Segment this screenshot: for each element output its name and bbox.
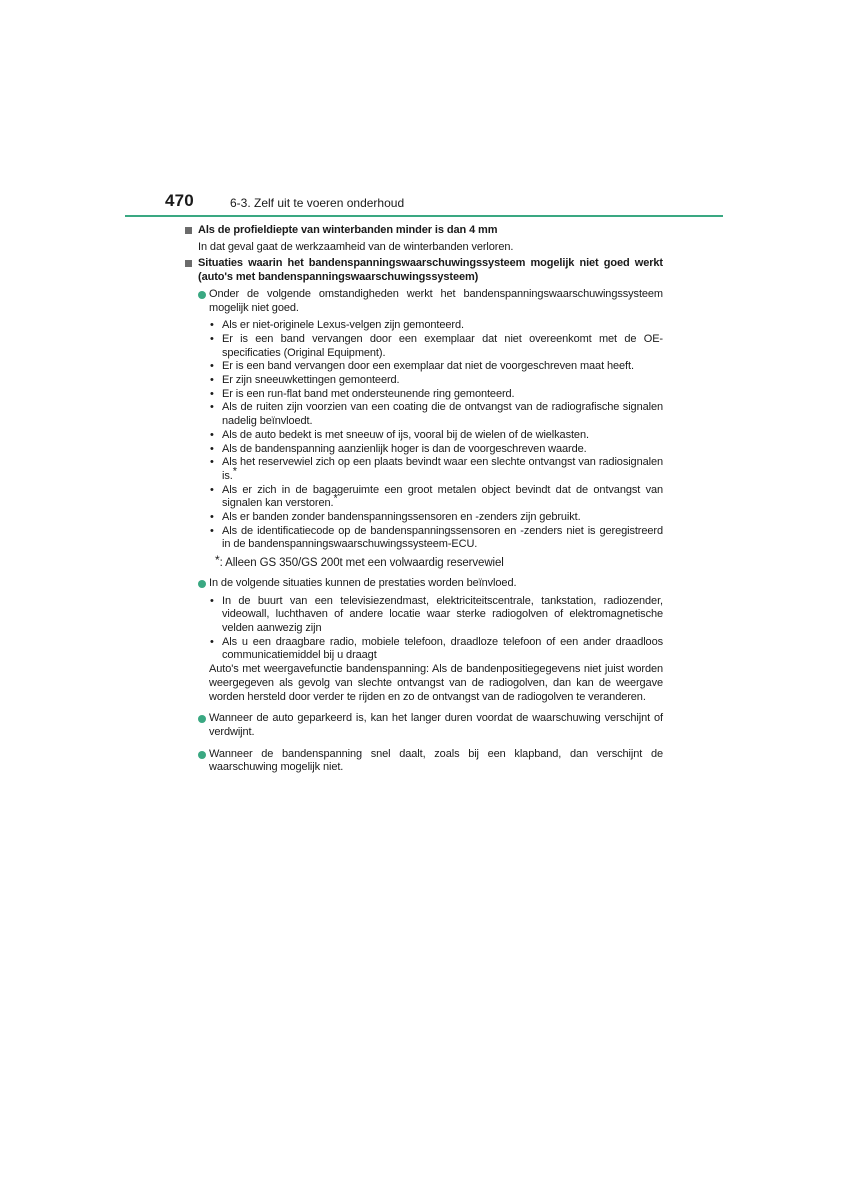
dot-bullet-icon: •	[210, 635, 214, 648]
item-text: In de volgende situaties kunnen de prestaties worden beïnvloed.	[209, 576, 517, 589]
item-text: Onder de volgende omstandigheden werkt het bandenspanningswaarschuwingssysteem mogelijk niet goed.	[209, 287, 663, 314]
dot-bullet-icon: •	[210, 401, 214, 414]
dot-bullet-icon: •	[210, 483, 214, 496]
section-title: 6-3. Zelf uit te voeren onderhoud	[230, 196, 405, 210]
bullet-list	[185, 319, 663, 552]
circle-item	[185, 712, 663, 739]
circle-item	[185, 748, 663, 775]
dot-bullet-icon: •	[210, 442, 214, 455]
list-item: • Als de identificatiecode op de bandenspanningssensoren en -zenders niet is geregistreerd in de bandenspanningswaarschuwingssysteem-ECU.	[210, 524, 663, 551]
dot-bullet-icon: •	[210, 511, 214, 524]
footnote-marker: *	[232, 465, 237, 478]
footnote-marker: *	[333, 492, 338, 505]
header-rule	[125, 215, 723, 217]
footnote-star: *	[215, 553, 220, 568]
footnote	[185, 553, 663, 571]
dot-bullet-icon: •	[210, 524, 214, 537]
circle-bullet-icon	[198, 715, 206, 723]
list-item: • Er is een band vervangen door een exemplaar dat niet de voorgeschreven maat heeft.	[210, 360, 634, 373]
circle-bullet-icon	[198, 291, 206, 299]
list-item: • Als de bandenspanning aanzienlijk hoger is dan de voorgeschreven waarde.	[210, 442, 587, 455]
circle-bullet-icon	[198, 751, 206, 759]
content	[185, 224, 663, 775]
list-item: • Er is een run-flat band met ondersteunende ring gemonteerd.	[210, 387, 515, 400]
display-note-paragraph: Auto's met weergavefunctie bandenspanning: Als de bandenpositiegegevens niet juist worden weergegeven als gevolg van slechte ontvangst van de radiogolven, dan kan de weergave worden hersteld door verder te rijden en zo de ontvangst van de radiogolven te veranderen.	[209, 663, 663, 703]
list-item: • Als de ruiten zijn voorzien van een coating die de ontvangst van de radiografische signalen nadelig beïnvloedt.	[210, 401, 663, 428]
footnote-text: : Alleen GS 350/GS 200t met een volwaardig reservewiel	[219, 557, 504, 570]
item-text: Wanneer de auto geparkeerd is, kan het langer duren voordat de waarschuwing verschijnt of verdwijnt.	[209, 712, 663, 738]
list-item: • Als er banden zonder bandenspanningssensoren en -zenders zijn gebruikt.	[210, 511, 581, 524]
list-item: • In de buurt van een televisiezendmast, elektriciteitscentrale, tankstation, radiozender, videowall, luchthaven of andere locatie waar sterke radiogolven of elektromagnetische velden aanwezig zijn	[210, 594, 663, 634]
list-item: • Als er niet-originele Lexus-velgen zijn gemonteerd.	[210, 319, 464, 332]
heading-winter-tires	[185, 224, 663, 238]
square-bullet-icon	[185, 260, 192, 267]
list-item: • Als het reservewiel zich op een plaats bevindt waar een slechte ontvangst van radiosignalen is.*	[210, 456, 663, 482]
dot-bullet-icon: •	[210, 374, 214, 387]
circle-bullet-icon	[198, 580, 206, 588]
dot-bullet-icon: •	[210, 319, 214, 332]
item-text: Wanneer de bandenspanning snel daalt, zoals bij een klapband, dan verschijnt de waarschuwing mogelijk niet.	[209, 747, 663, 774]
dot-bullet-icon: •	[210, 456, 214, 469]
dot-bullet-icon: •	[210, 428, 214, 441]
dot-bullet-icon: •	[210, 387, 214, 400]
winter-tires-text: In dat geval gaat de werkzaamheid van de winterbanden verloren.	[198, 240, 514, 253]
list-item: • Er is een band vervangen door een exemplaar dat niet overeenkomt met de OE-specificaties (Original Equipment).	[210, 332, 663, 359]
bullet-list	[185, 595, 663, 664]
dot-bullet-icon: •	[210, 594, 214, 607]
heading-tpws	[185, 257, 663, 284]
list-item: • Er zijn sneeuwkettingen gemonteerd.	[210, 374, 400, 387]
circle-item	[185, 288, 663, 315]
list-item: • Als u een draagbare radio, mobiele telefoon, draadloze telefoon of een ander draadloos communicatiemiddel bij u draagt	[210, 635, 663, 662]
heading-text: Situaties waarin het bandenspanningswaarschuwingssysteem mogelijk niet goed werkt (auto's met bandenspanningswaarschuwingssysteem)	[198, 257, 663, 284]
dot-bullet-icon: •	[210, 332, 214, 345]
list-item: • Als er zich in de bagageruimte een groot metalen object bevindt dat de ontvangst van signalen kan verstoren.*	[210, 483, 663, 510]
circle-item	[185, 577, 663, 591]
square-bullet-icon	[185, 227, 192, 234]
list-item: • Als de auto bedekt is met sneeuw of ijs, vooral bij de wielen of de wielkasten.	[210, 428, 589, 441]
heading-text: Als de profieldiepte van winterbanden minder is dan 4 mm	[198, 224, 498, 236]
dot-bullet-icon: •	[210, 360, 214, 373]
page-number: 470	[165, 191, 194, 210]
